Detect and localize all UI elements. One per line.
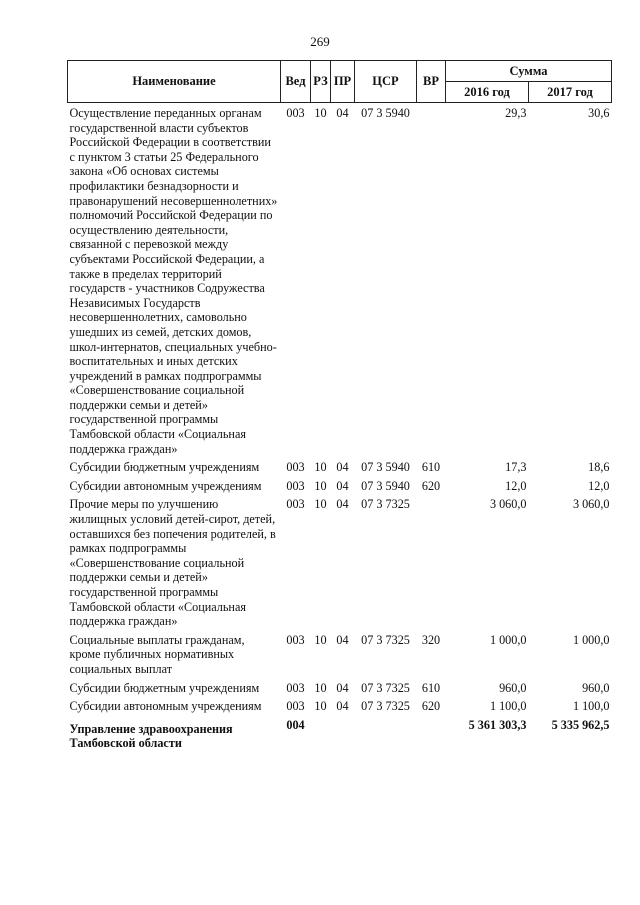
cell-vr [417,716,446,753]
cell-sum-2016: 1 000,0 [489,632,527,647]
cell-ved: 003 [286,497,305,512]
cell-sum-2017: 1 100,0 [572,699,610,714]
cell-sum-2017: 18,6 [588,460,610,475]
table-row [68,697,612,716]
cell-ved: 004 [286,717,305,732]
cell-csr: 07 3 7325 [361,632,410,647]
page-number: 269 [310,34,330,49]
cell-rz [311,716,331,753]
cell-vr: 320 [421,632,441,647]
cell-csr: 07 3 5940 [361,460,410,475]
cell-csr: 07 3 7325 [361,680,410,695]
cell-pr: 04 [336,699,349,714]
cell-rz: 10 [314,680,327,695]
cell-csr: 07 3 7325 [361,497,410,512]
cell-csr: 07 3 5940 [361,478,410,493]
header-year-2017: 2017 год [529,82,612,103]
cell-csr [355,716,417,753]
cell-ved: 003 [286,106,305,120]
cell-rz: 10 [314,478,327,493]
cell-ved: 003 [286,699,305,714]
cell-name: Управление здравоохранения Тамбовской области [69,721,233,751]
cell-sum-2017: 960,0 [582,680,610,695]
cell-name: Прочие меры по улучшению жилищных условий детей-сирот, детей, оставшихся без попечения родителей, в рамках подпрограммы «Совершенствование социальной поддержки семьи и детей» государственной программы Тамбовской области «Социальная поддержка граждан» [69,497,276,629]
table-row [68,458,612,477]
header-sum: Сумма [446,61,612,82]
cell-vr [417,495,446,630]
cell-sum-2017: 5 335 962,5 [551,717,610,732]
cell-pr: 04 [336,478,349,493]
cell-ved: 003 [286,460,305,475]
budget-table [67,60,612,753]
cell-pr: 04 [336,680,349,695]
cell-pr: 04 [336,497,349,512]
header-year-2016: 2016 год [446,82,529,103]
cell-vr: 610 [421,460,441,475]
header-name: Наименование [68,61,281,103]
cell-sum-2016: 29,3 [505,106,527,120]
cell-name: Субсидии автономным учреждениям [69,478,262,493]
cell-pr [331,716,355,753]
header-ved: Вед [281,61,311,103]
cell-name: Субсидии автономным учреждениям [69,699,262,714]
cell-sum-2017: 30,6 [588,106,610,120]
cell-name: Субсидии бюджетным учреждениям [69,460,260,475]
cell-sum-2016: 1 100,0 [489,699,527,714]
cell-sum-2017: 1 000,0 [572,632,610,647]
table-row [68,716,612,753]
cell-vr: 620 [421,699,441,714]
cell-csr: 07 3 5940 [361,106,410,120]
cell-name: Субсидии бюджетным учреждениям [69,680,260,695]
cell-rz: 10 [314,632,327,647]
table-row [68,679,612,698]
cell-ved: 003 [286,478,305,493]
table-row [68,103,612,459]
cell-pr: 04 [336,106,349,120]
cell-sum-2017: 3 060,0 [572,497,610,512]
cell-pr: 04 [336,460,349,475]
cell-ved: 003 [286,680,305,695]
table-row [68,631,612,679]
cell-name: Осуществление переданных органам государственной власти субъектов Российской Федерации в соответствии с пунктом 3 статьи 25 Федерального закона «Об основах системы профилактики безнадзорности и правонарушений несовершеннолетних» полномочий Российской Федерации по осуществлению деятельности, связанной с перевозкой между субъектами Российской Федерации, а также в пределах территорий государств - участников Содружества Независимых Государств несовершеннолетних, самовольно ушедших из семей, детских домов, школ-интернатов, специальных учебно-воспитательных и иных детских учреждений в рамках подпрограммы «Совершенствование социальной поддержки семьи и детей» государственной программы Тамбовской области «Социальная поддержка граждан» [69,106,278,456]
cell-vr: 620 [421,478,441,493]
header-pr: ПР [331,61,355,103]
cell-rz: 10 [314,497,327,512]
cell-sum-2016: 3 060,0 [489,497,527,512]
cell-rz: 10 [314,460,327,475]
table-body [68,103,612,753]
header-rz: РЗ [311,61,331,103]
table-row [68,477,612,496]
cell-sum-2016: 5 361 303,3 [468,717,527,732]
cell-pr: 04 [336,632,349,647]
cell-ved: 003 [286,632,305,647]
cell-name: Социальные выплаты гражданам, кроме публичных нормативных социальных выплат [69,632,245,676]
cell-vr [417,103,446,459]
cell-sum-2016: 960,0 [499,680,527,695]
table-row [68,495,612,630]
cell-sum-2016: 17,3 [505,460,527,475]
cell-sum-2017: 12,0 [588,478,610,493]
cell-sum-2016: 12,0 [505,478,527,493]
cell-rz: 10 [314,106,327,120]
cell-rz: 10 [314,699,327,714]
cell-vr: 610 [421,680,441,695]
cell-csr: 07 3 7325 [361,699,410,714]
header-vr: ВР [417,61,446,103]
header-csr: ЦСР [355,61,417,103]
